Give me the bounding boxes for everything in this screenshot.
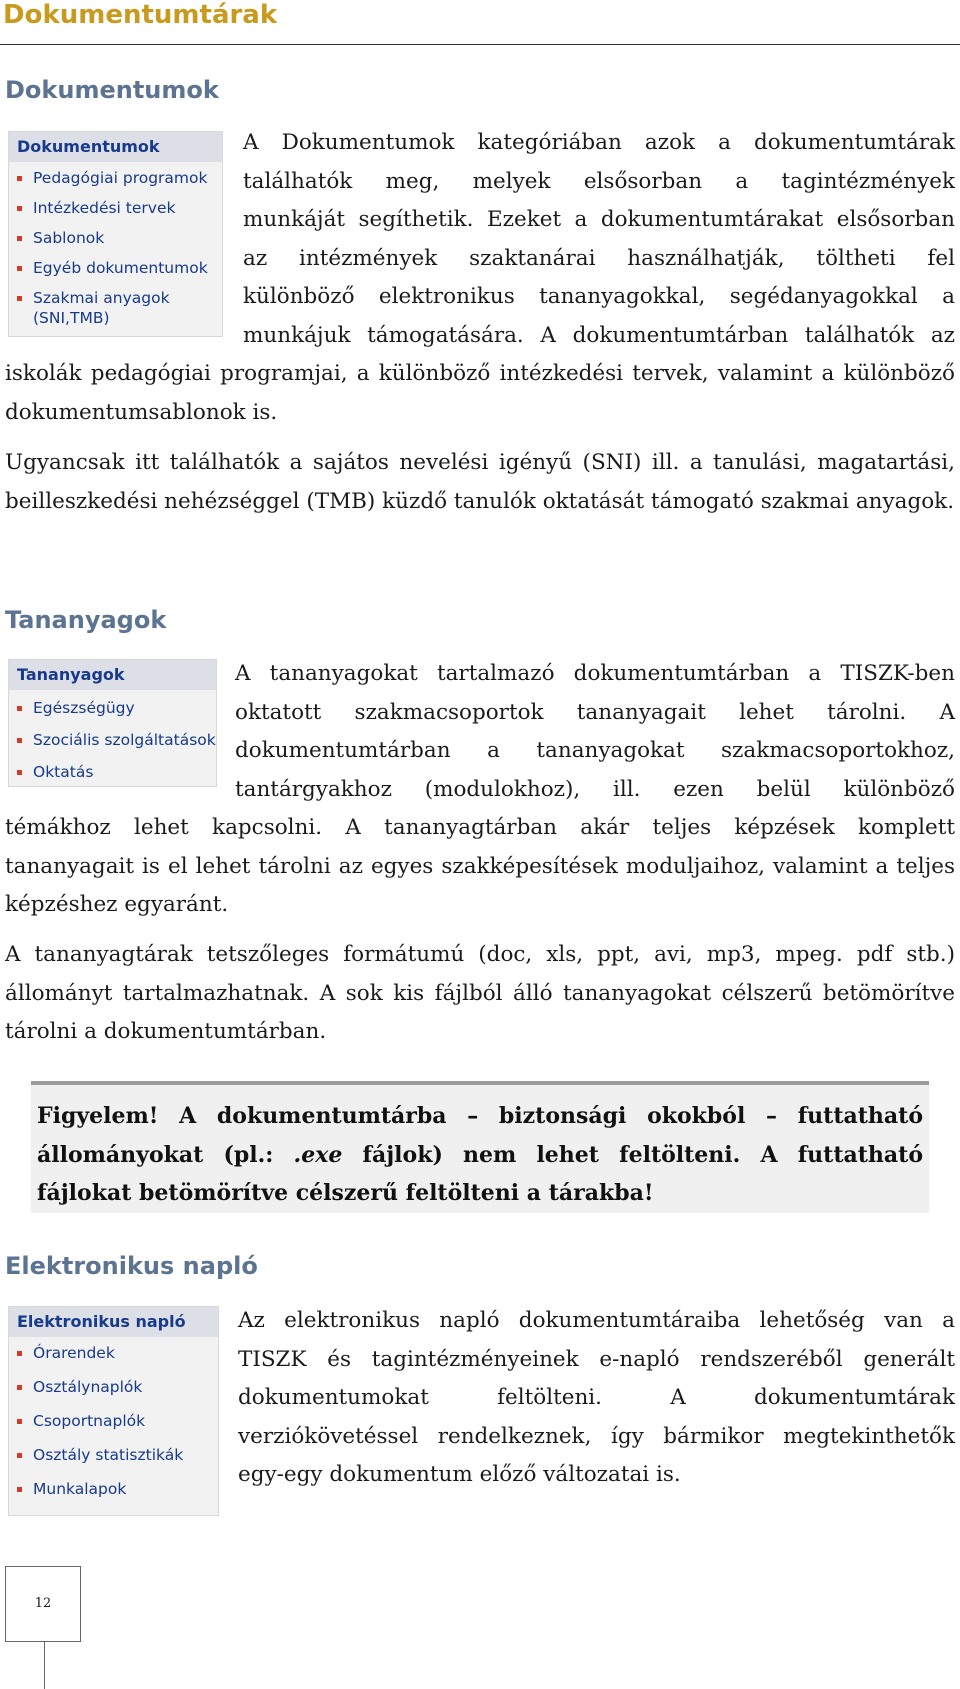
bullet-icon <box>17 1453 22 1458</box>
page-number: 12 <box>34 1596 52 1611</box>
bullet-icon <box>17 236 22 241</box>
bullet-icon <box>17 266 22 271</box>
bullet-icon <box>17 1351 22 1356</box>
menu-title: Tananyagok <box>9 660 216 690</box>
tananyagok-formats-paragraph: A tananyagtárak tetszőleges formátumú (doc, xls, ppt, avi, mp3, mpeg. pdf stb.) állományt tartalmazhatnak. A sok kis fájlból álló tananyagokat célszerű betömörítve tárolni a dokumentumtárban. <box>5 942 955 1044</box>
tananyagok-intro-rest: témákhoz lehet kapcsolni. A tananyagtárban akár teljes képzések komplett tananyagait is el lehet tárolni az egyes szakképesítések moduljaihoz, valamint a teljes képzéshez egyaránt. <box>5 815 955 917</box>
menu-item-intezkedesi-tervek[interactable]: Intézkedési tervek <box>9 198 222 218</box>
menu-item-szocialis-szolgaltatasok[interactable]: Szociális szolgáltatások <box>9 730 216 750</box>
page-header <box>0 0 960 45</box>
bullet-icon <box>17 770 22 775</box>
dokumentumok-intro-wrapped: A Dokumentumok kategóriában azok a dokumentumtárak találhatók meg, melyek elsősorban a tagintézmények munkáját segíthetik. Ezeket a dokumentumtárakat elsősorban az intézmények szaktanárai használhatják, töltheti fel különböző elektronikus tananyagokkal, segédanyagokkal a munkájuk támogatására. A dokumentumtárban találhatók az <box>243 130 955 348</box>
bullet-icon <box>17 1385 22 1390</box>
dokumentumok-intro-rest: iskolák pedagógiai programjai, a különböző intézkedési tervek, valamint a különböző dokumentumsablonok is. <box>5 361 955 425</box>
menu-item-oktatas[interactable]: Oktatás <box>9 762 216 782</box>
menu-title: Elektronikus napló <box>9 1307 218 1337</box>
menu-item-egyeb-dokumentumok[interactable]: Egyéb dokumentumok <box>9 258 222 278</box>
bullet-icon <box>17 176 22 181</box>
warning-box <box>31 1081 929 1213</box>
menu-tananyagok <box>8 659 217 787</box>
menu-item-sablonok[interactable]: Sablonok <box>9 228 222 248</box>
section-title-elektronikus-naplo: Elektronikus napló <box>5 1252 258 1280</box>
bullet-icon <box>17 1487 22 1492</box>
menu-item-osztaly-statisztikak[interactable]: Osztály statisztikák <box>9 1445 218 1465</box>
bullet-icon <box>17 206 22 211</box>
section-title-tananyagok: Tananyagok <box>5 606 167 634</box>
menu-title: Dokumentumok <box>9 132 222 162</box>
menu-dokumentumok <box>8 131 223 337</box>
warning-text: Figyelem! A dokumentumtárba – biztonsági okokból – futtatható állományokat (pl.: .exe fájlok) nem lehet feltölteni. A futtatható fájlokat betömörítve célszerű feltölteni a tárakba! <box>37 1103 923 1206</box>
bullet-icon <box>17 738 22 743</box>
section-title-dokumentumok: Dokumentumok <box>5 76 219 104</box>
menu-item-orarendek[interactable]: Órarendek <box>9 1343 218 1363</box>
naplo-intro-last-line: egy-egy dokumentum előző változatai is. <box>238 1462 681 1487</box>
menu-item-csoportnaplok[interactable]: Csoportnaplók <box>9 1411 218 1431</box>
naplo-intro-wrapped: Az elektronikus napló dokumentumtáraiba lehetőség van a TISZK és tagintézményeinek e-napló rendszeréből generált dokumentumokat feltölteni. A dokumentumtárak verziókövetéssel rendelkeznek, így bármikor megtekinthetők <box>238 1308 955 1449</box>
menu-item-pedagogiai-programok[interactable]: Pedagógiai programok <box>9 168 222 188</box>
menu-item-egeszsegugy[interactable]: Egészségügy <box>9 698 216 718</box>
bullet-icon <box>17 706 22 711</box>
tananyagok-intro-wrapped: A tananyagokat tartalmazó dokumentumtárban a TISZK-ben oktatott szakmacsoportok tananyagait lehet tárolni. A dokumentumtárban a tananyagokat szakmacsoportokhoz, tantárgyakhoz (modulokhoz), ill. ezen belül különböző <box>235 661 955 802</box>
dokumentumok-sni-paragraph: Ugyancsak itt találhatók a sajátos nevelési igényű (SNI) ill. a tanulási, magatartási, beilleszkedési nehézséggel (TMB) küzdő tanulók oktatását támogató szakmai anyagok. <box>5 450 955 514</box>
page-title: Dokumentumtárak <box>3 0 278 30</box>
page-number-box <box>5 1566 81 1642</box>
menu-item-szakmai-anyagok[interactable]: Szakmai anyagok (SNI,TMB) <box>9 288 187 328</box>
menu-item-osztalynaplok[interactable]: Osztálynaplók <box>9 1377 218 1397</box>
menu-elektronikus-naplo <box>8 1306 219 1516</box>
menu-item-munkalapok[interactable]: Munkalapok <box>9 1479 218 1499</box>
bullet-icon <box>17 1419 22 1424</box>
bullet-icon <box>17 296 22 301</box>
page-number-divider <box>44 1642 45 1689</box>
